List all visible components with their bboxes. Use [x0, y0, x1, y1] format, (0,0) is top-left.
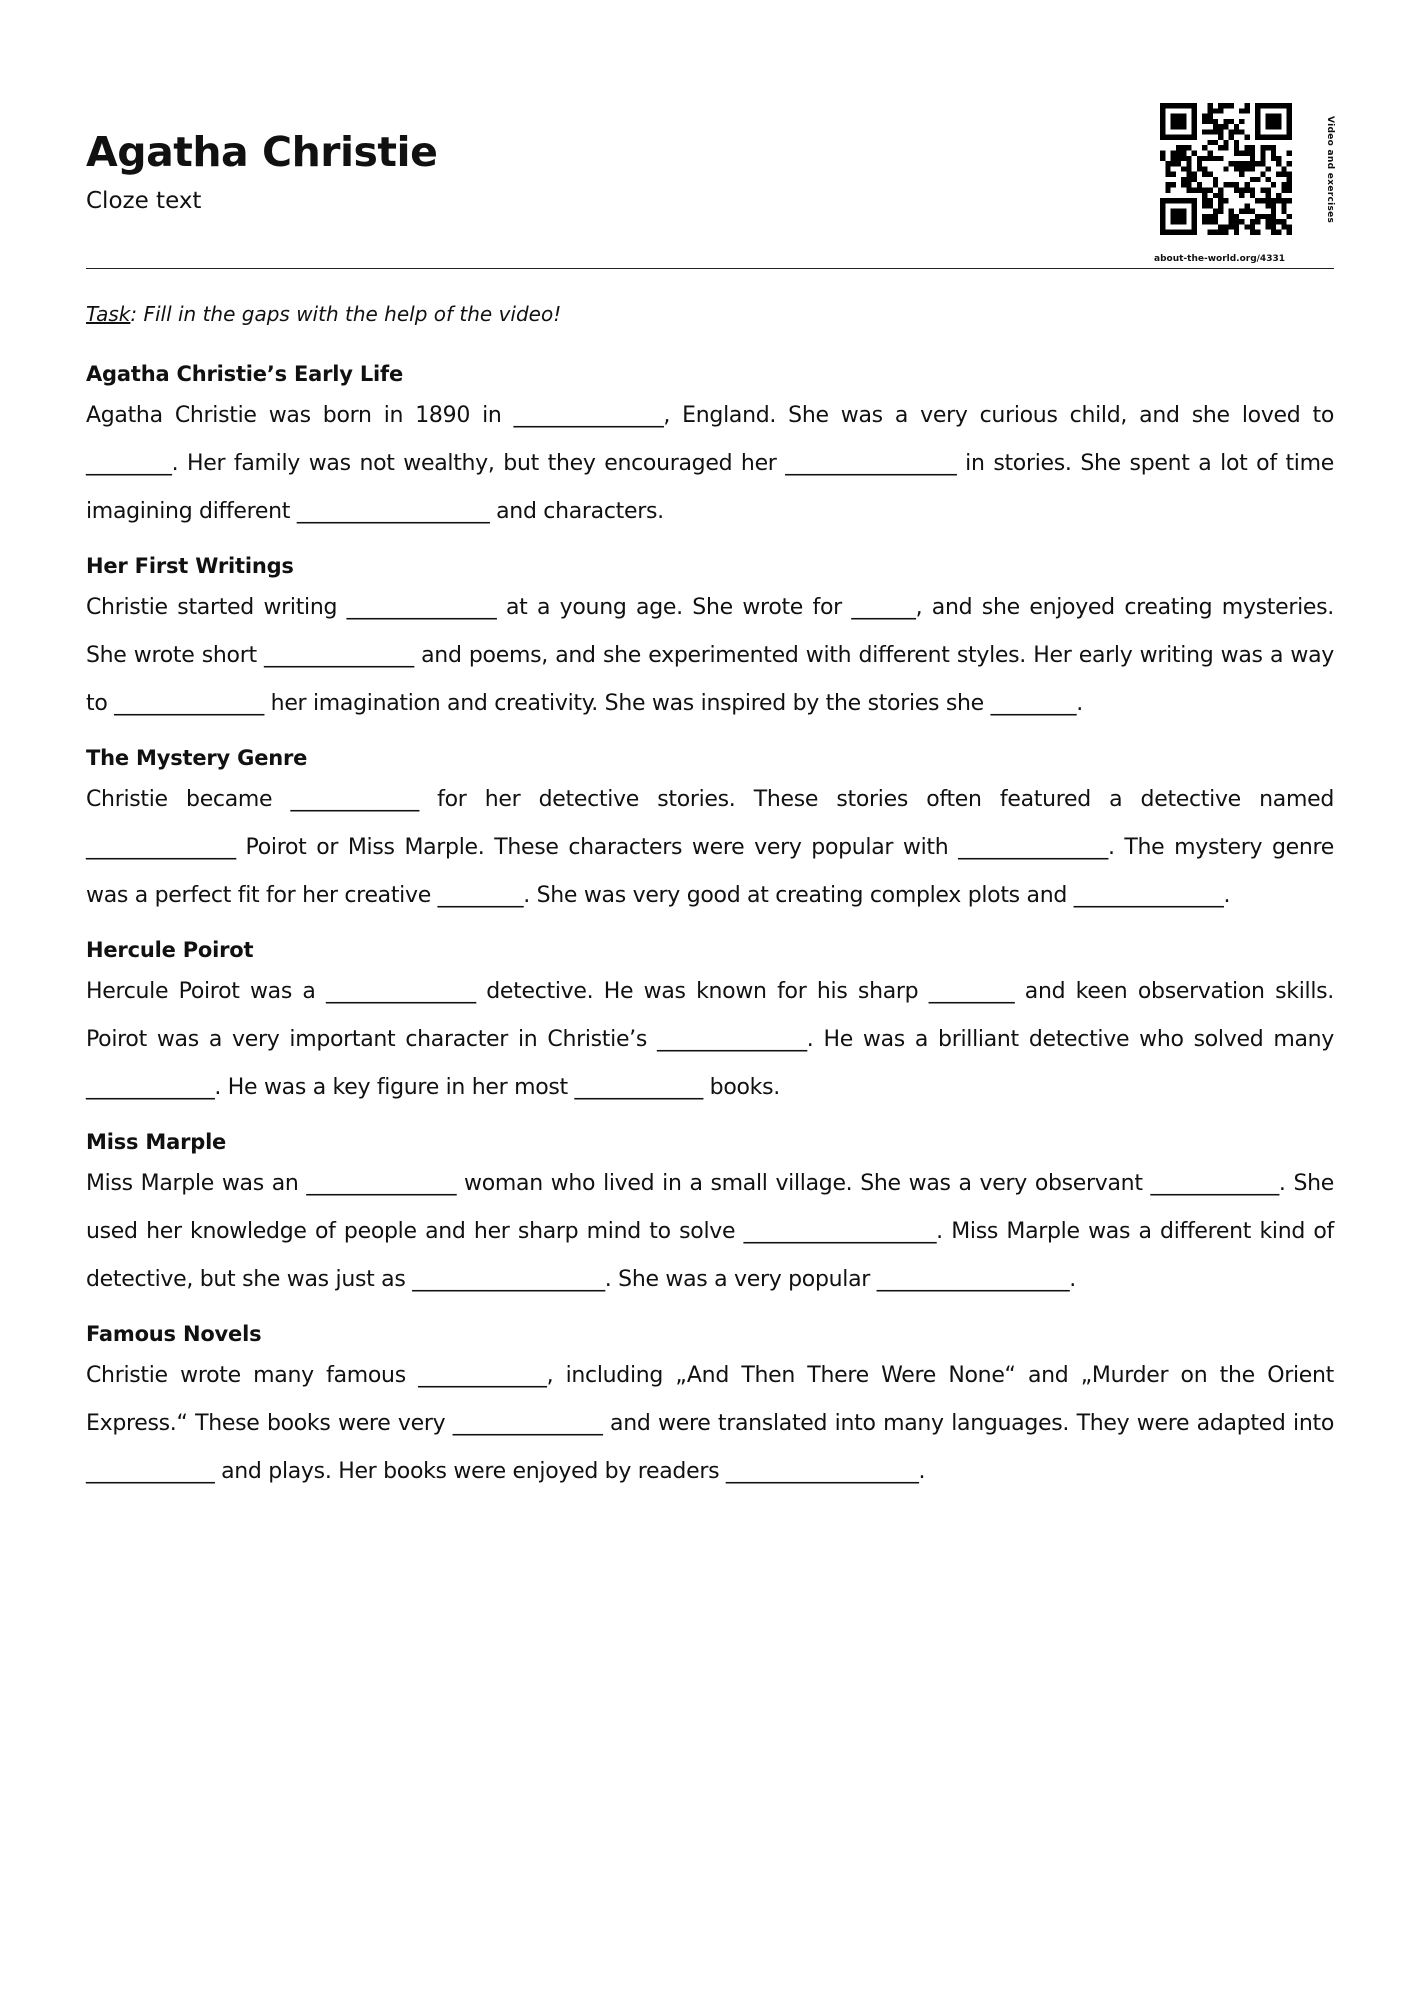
page-subtitle: Cloze text: [86, 188, 202, 214]
section-text: Christie became ____________ for her detective stories. These stories often featured a detective named ______________ Poirot or Miss Marple. These characters were very popular with ______________. The mystery genre was a perfect fit for her creative ________. She was very good at creating complex plots and ______________.: [86, 787, 1334, 908]
section-text: Agatha Christie was born in 1890 in ______________, England. She was a very curious child, and she loved to ________. Her family was not wealthy, but they encouraged her ________________ in stories. She spent a lot of time imagining different __________________ and characters.: [86, 403, 1334, 524]
section-heading: Agatha Christie’s Early Life: [86, 362, 404, 386]
section-early-life: [86, 356, 1334, 536]
section-heading: Miss Marple: [86, 1130, 227, 1154]
section-text: Christie started writing ______________ at a young age. She wrote for ______, and she enjoyed creating mysteries. She wrote short ______________ and poems, and she experimented with different styles. Her early writing was a way to ______________ her imagination and creativity. She was inspired by the stories she ________.: [86, 595, 1334, 716]
section-hercule-poirot: [86, 932, 1334, 1112]
header-divider: [86, 268, 1334, 269]
qr-code-icon[interactable]: [1160, 103, 1292, 235]
section-miss-marple: [86, 1124, 1334, 1304]
section-heading: The Mystery Genre: [86, 746, 308, 770]
task-text: : Fill in the gaps with the help of the video!: [130, 302, 562, 326]
page-title: Agatha Christie: [86, 128, 438, 176]
section-heading: Her First Writings: [86, 554, 294, 578]
cloze-content: [86, 356, 1334, 1508]
section-text: Miss Marple was an ______________ woman who lived in a small village. She was a very observant ____________. She used her knowledge of people and her sharp mind to solve __________________. Miss Marple was a different kind of detective, but she was just as __________________. She was a very popular __________________.: [86, 1171, 1334, 1292]
qr-side-label: Video and exercises: [1325, 116, 1335, 224]
section-text: Christie wrote many famous ____________, including „And Then There Were None“ and „Murder on the Orient Express.“ These books were very ______________ and were translated into many languages. They were adapted into ____________ and plays. Her books were enjoyed by readers __________________.: [86, 1363, 1334, 1484]
section-heading: Hercule Poirot: [86, 938, 254, 962]
section-first-writings: [86, 548, 1334, 728]
task-label: Task: [86, 302, 131, 326]
section-heading: Famous Novels: [86, 1322, 262, 1346]
section-famous-novels: [86, 1316, 1334, 1496]
section-text: Hercule Poirot was a ______________ detective. He was known for his sharp ________ and keen observation skills. Poirot was a very important character in Christie’s ______________. He was a brilliant detective who solved many ____________. He was a key figure in her most ____________ books.: [86, 979, 1334, 1100]
source-url[interactable]: about-the-world.org/4331: [1154, 254, 1285, 264]
section-mystery-genre: [86, 740, 1334, 920]
task-instruction: [86, 302, 561, 326]
